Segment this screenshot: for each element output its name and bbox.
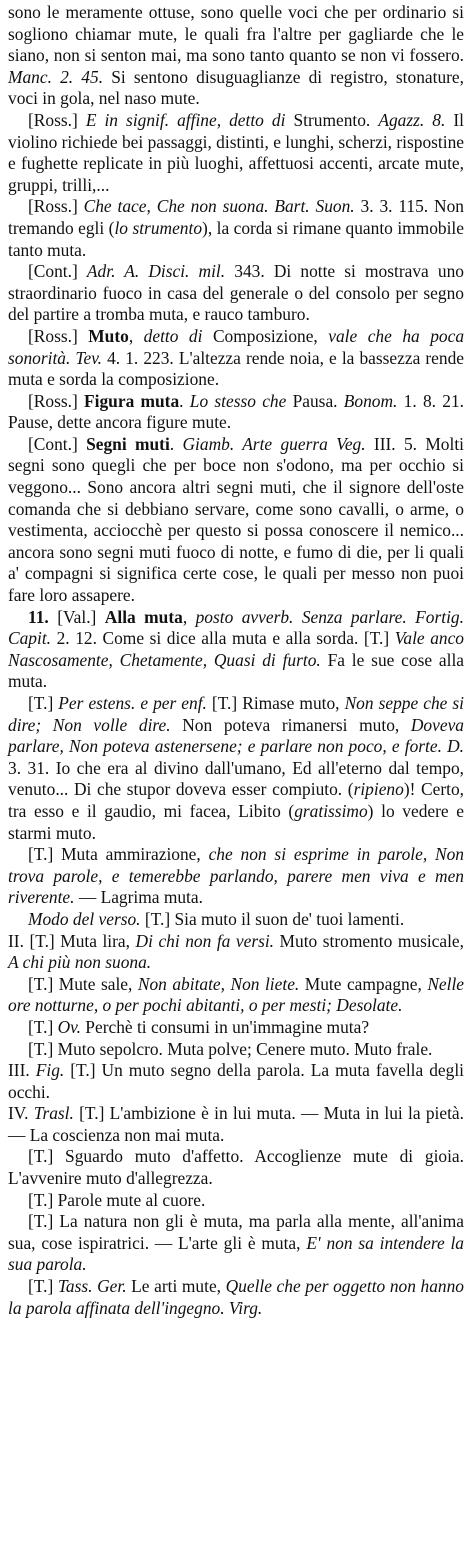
italic-text: E' non sa intendere la sua parola.	[8, 1232, 464, 1275]
italic-text: Che tace, Che non suona. Bart. Suon.	[83, 196, 355, 217]
text-run: 2. 12. Come si dice alla muta e alla sorda. [T.]	[51, 628, 395, 649]
italic-text: Fig.	[35, 1060, 65, 1081]
text-run: Fa le sue cose alla muta.	[8, 649, 464, 692]
text-run: 1. 8. 21. Pause, dette ancora figure mute.	[8, 390, 464, 433]
entry-paragraph	[8, 844, 464, 909]
entry-paragraph	[8, 1190, 464, 1212]
text-run: III. 5. Molti segni sono quegli che per boce non s'odono, ma per occhio si veggono... Sono ancora altri segni muti, che il signore dell'oste comanda che si debbiano servare, come sono cavalli, o arme, o vestimenta, acciocchè per questo si possa conoscere il nemico... ancora sono segni muti fuoco di notte, e fumo di die, per li quali a' compagni si significa certe cose, le quali per messo non puoi fare loro assapere.	[8, 433, 465, 606]
text-run: [T.] L'ambizione è in lui muta. — Muta in lui la pietà. — La coscienza non mai muta.	[8, 1103, 464, 1145]
text-run: [Ross.]	[28, 325, 89, 346]
italic-text: detto di	[143, 325, 203, 346]
entry-paragraph	[8, 2, 464, 110]
text-run: )! Certo, tra esso e il gaudio, mi facea, Libito (	[8, 779, 465, 821]
text-run: Muto stromento musicale,	[274, 930, 464, 951]
entry-paragraph	[8, 1103, 464, 1146]
entry-paragraph	[8, 931, 464, 974]
italic-text: Vale anco Nascosamente, Chetamente, Quasi di furto.	[8, 628, 465, 670]
text-run: 3. 31. Io che era al divino dall'umano, Ed all'eterno dal tempo, venuto... Di che stupor doveva esser compiuto. (	[8, 757, 464, 800]
text-run: 343. Di notte si mostrava uno straordinario fuoco in casa del generale o del consolo per segno del partire a tromba muta, e rauco tamburo.	[8, 261, 464, 325]
text-run: .	[169, 433, 183, 454]
bold-headword: Muto	[88, 325, 129, 346]
italic-text: Doveva parlare, Non poteva astenersene; e parlare non poco, e forte. D.	[8, 714, 464, 757]
italic-text: Non seppe che si dire; Non volle dire.	[8, 693, 464, 735]
italic-text: Manc. 2. 45.	[8, 66, 104, 87]
bold-headword: 11.	[28, 606, 58, 627]
text-run: [T.] Muto sepolcro. Muta polve; Cenere muto. Muto frale.	[28, 1038, 433, 1059]
italic-text: Nelle ore notturne, o per pochi abitanti, o per mesti; Desolate.	[8, 973, 465, 1016]
text-run: ), la corda si rimane quanto immobile tanto muta.	[8, 217, 464, 260]
entry-paragraph	[8, 693, 464, 844]
entry-paragraph	[8, 1276, 464, 1319]
text-run: [T.] Sia muto il suon de' tuoi lamenti.	[140, 908, 405, 929]
text-run: ,	[128, 325, 144, 346]
italic-text: Per estens. e per enf.	[58, 693, 207, 713]
text-run: [Cont.]	[28, 261, 87, 282]
italic-text: Tass. Ger.	[57, 1276, 127, 1297]
italic-text: Giamb. Arte guerra Veg.	[182, 433, 366, 454]
italic-text: Adr. A. Disci. mil.	[86, 261, 226, 282]
entry-paragraph	[8, 1039, 464, 1061]
text-run: 4. 1. 223. L'altezza rende noia, e la bassezza rende muta e sorda la composizione.	[8, 347, 464, 390]
entry-paragraph	[8, 974, 464, 1017]
text-run: Si sentono disuguaglianze di registro, stonature, voci in gola, nel naso mute.	[8, 66, 465, 109]
italic-text: che non si esprime in parole, Non trova parole, e temerebbe parlando, parere men viva e men riverente.	[8, 844, 464, 908]
text-run: Non poteva rimanersi muto,	[170, 714, 411, 735]
italic-text: Trasl.	[33, 1103, 74, 1124]
italic-text: gratissimo	[294, 800, 368, 821]
italic-text: A chi più non suona.	[8, 952, 152, 973]
italic-text: lo strumento	[114, 217, 203, 238]
text-run: Il violino richiede bei passaggi, distinti, e lunghi, scherzi, rispostine e fughette replicate in più luoghi, affettuosi accenti, arcate mute, gruppi, trilli,...	[8, 109, 464, 195]
text-run: Strumento.	[285, 109, 379, 130]
italic-text: Agazz. 8.	[378, 109, 446, 130]
bold-headword: Figura muta	[84, 390, 180, 411]
text-run: Composizione,	[202, 325, 329, 346]
text-run: [T.] Sguardo muto d'affetto. Accoglienze mute di gioia. L'avvenire muto d'allegrezza.	[8, 1146, 464, 1189]
text-run: [T.] Muta ammirazione,	[28, 844, 209, 865]
italic-text: Non abitate, Non liete.	[137, 973, 300, 994]
entry-paragraph	[8, 607, 464, 693]
text-run: [T.] Rimase muto,	[206, 693, 345, 713]
italic-text: Di chi non fa versi.	[135, 930, 275, 951]
text-run: Pausa.	[286, 390, 344, 411]
entry-paragraph	[8, 909, 464, 931]
text-run: [Cont.]	[28, 433, 87, 454]
text-run: [T.] Mute sale,	[28, 973, 138, 994]
text-run: [T.] Parole mute al cuore.	[28, 1189, 206, 1210]
italic-text: ripieno	[353, 779, 404, 800]
entry-paragraph	[8, 1017, 464, 1039]
italic-text: E in signif. affine, detto di	[85, 109, 286, 130]
italic-text: Bonom.	[343, 390, 398, 411]
entry-paragraph	[8, 1146, 464, 1189]
text-run: III.	[8, 1060, 36, 1081]
text-run: .	[179, 390, 190, 411]
bold-headword: Alla muta	[104, 606, 183, 627]
entry-paragraph	[8, 326, 464, 391]
entry-paragraph	[8, 261, 464, 326]
entry-paragraph	[8, 1211, 464, 1276]
text-run: [Ross.]	[28, 390, 85, 411]
entry-paragraph	[8, 434, 464, 607]
text-run: [Ross.]	[28, 109, 86, 130]
text-run: Perchè ti consumi in un'immagine muta?	[80, 1016, 370, 1037]
entry-paragraph	[8, 391, 464, 434]
text-run: II. [T.] Muta lira,	[8, 930, 136, 951]
text-run: [Val.]	[57, 606, 105, 627]
text-run: IV.	[8, 1103, 34, 1124]
text-run: [T.] La natura non gli è muta, ma parla alla mente, all'anima sua, cose ispiratrici. — L'arte gli è muta,	[8, 1211, 464, 1253]
italic-text: Ov.	[57, 1016, 81, 1037]
text-run: Mute campagne,	[299, 973, 428, 994]
entry-paragraph	[8, 196, 464, 261]
text-run: [T.]	[28, 693, 59, 713]
entry-paragraph	[8, 1060, 464, 1103]
text-run: 3. 3. 115. Non tremando egli (	[8, 196, 464, 238]
italic-text: posto avverb. Senza parlare. Fortig. Capit.	[8, 606, 464, 649]
text-run: [Ross.]	[28, 196, 84, 217]
entry-paragraph	[8, 110, 464, 196]
italic-text: Modo del verso.	[28, 908, 141, 929]
text-run: [T.]	[28, 1016, 58, 1037]
bold-headword: Segni muti	[86, 433, 170, 454]
text-run: ) lo vedere e starmi muto.	[8, 800, 464, 843]
italic-text: Lo stesso che	[189, 390, 287, 411]
text-run: Le arti mute,	[126, 1276, 226, 1297]
text-run: sono le meramente ottuse, sono quelle voci che per ordinario si sogliono chiamar mute, le quali fra l'altre per gagliarde che le siano, non si senton mai, ma sono tanto quanto se non vi fossero.	[8, 2, 464, 66]
text-run: ,	[182, 606, 196, 627]
text-run: [T.]	[28, 1276, 58, 1297]
italic-text: vale che ha poca sonorità. Tev.	[8, 325, 465, 368]
italic-text: Quelle che per oggetto non hanno la parola affinata dell'ingegno. Virg.	[8, 1276, 464, 1318]
text-run: — Lagrima muta.	[74, 887, 203, 908]
text-run: [T.] Un muto segno della parola. La muta favella degli occhi.	[8, 1060, 464, 1102]
